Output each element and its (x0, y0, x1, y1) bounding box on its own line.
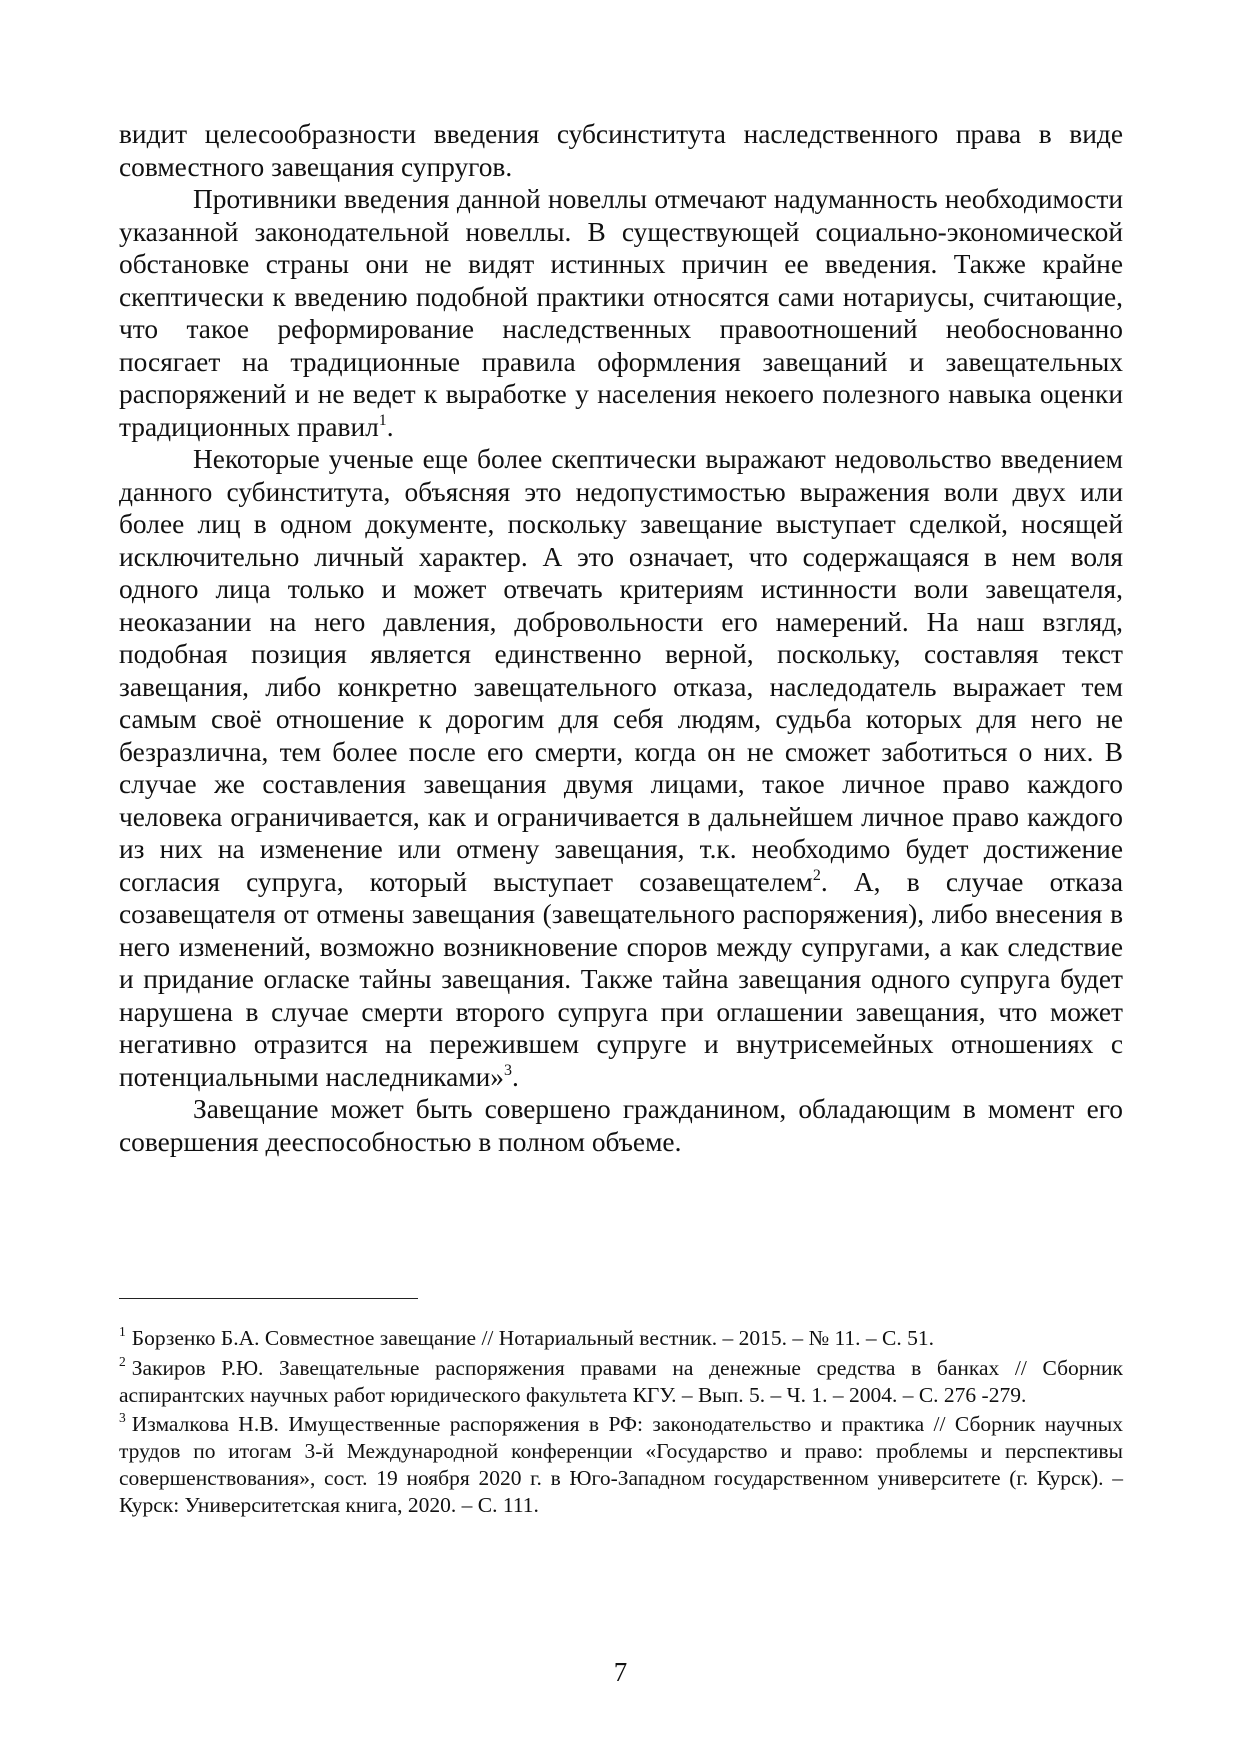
paragraph-scholars (119, 443, 1123, 1093)
main-text (119, 118, 1123, 1158)
footnote-3 (119, 1411, 1123, 1518)
page-number: 7 (613, 1657, 628, 1687)
paragraph-end-punctuation: . (386, 411, 394, 442)
footnote-mark: 2 (119, 1353, 126, 1369)
footnote-text: Измалкова Н.В. Имущественные распоряжения в РФ: законодательство и практика // Сборник научных трудов по итогам 3-й Международной конференции «Государство и право: проблемы и перспективы совершенствования», сост. 19 ноября 2020 г. в Юго-Западном государственном университете (г. Курск). – Курск: Университетская книга, 2020. – С. 111. (119, 1412, 1123, 1517)
paragraph-text-part-b: . А, в случае отказа созавещателя от отмены завещания (завещательного распоряжения), либо внесения в него изменений, возможно возникновение споров между супругами, а как следствие и придание огласке тайны завещания. Также тайна завещания одного супруга будет нарушена в случае смерти второго супруга при оглашении завещания, что может негативно отразится на пережившем супруге и внутрисемейных отношениях с потенциальными наследниками» (119, 866, 1123, 1092)
footnote-separator (119, 1298, 418, 1299)
paragraph-continued: видит целесообразности введения субсинститута наследственного права в виде совместного завещания супругов. (119, 119, 1123, 182)
footnote-mark: 1 (119, 1324, 126, 1339)
footnote-reference-2[interactable]: 2 (812, 866, 821, 884)
paragraph-capacity: Завещание может быть совершено гражданином, обладающим в момент его совершения дееспособностью в полном объеме. (119, 1094, 1123, 1157)
paragraph-text-part-a: Некоторые ученые еще более скептически выражают недовольство введением данного субинститута, объясняя это недопустимостью выражения воли двух или более лиц в одном документе, поскольку завещание выступает сделкой, носящей исключительно личный характер. А это означает, что содержащаяся в нем воля одного лица только и может отвечать критериям истинности воли завещателя, неоказании на него давления, добровольности его намерений. На наш взгляд, подобная позиция является единственно верной, поскольку, составляя текст завещания, либо конкретно завещательного отказа, наследодатель выражает тем самым своё отношение к дорогим для себя людям, судьба которых для него не безразлична, тем более после его смерти, когда он не сможет заботиться о них. В случае же составления завещания двумя лицами, такое личное право каждого человека ограничивается, как и ограничивается в дальнейшем личное право каждого из них на изменение или отмену завещания, т.к. необходимо будет достижение согласия супруга, который выступает созавещателем (119, 444, 1123, 897)
footnote-reference-3[interactable]: 3 (503, 1061, 512, 1079)
footnote-mark: 3 (119, 1410, 126, 1426)
paragraph-opponents (119, 183, 1123, 443)
footnote-text: Борзенко Б.А. Совместное завещание // Нотариальный вестник. – 2015. – № 11. – С. 51. (131, 1326, 934, 1350)
footnote-reference-1[interactable]: 1 (378, 411, 387, 429)
footnotes (119, 1325, 1123, 1522)
footnote-1 (119, 1325, 1123, 1352)
footnote-text: Закиров Р.Ю. Завещательные распоряжения правами на денежные средства в банках // Сборник аспирантских научных работ юридического факультета КГУ. – Вып. 5. – Ч. 1. – 2004. – С. 276 -279. (119, 1355, 1123, 1407)
paragraph-end-punctuation: . (511, 1061, 519, 1092)
paragraph-text: Противники введения данной новеллы отмечают надуманность необходимости указанной законодательной новеллы. В существующей социально-экономической обстановке страны они не видят истинных причин ее введения. Также крайне скептически к введению подобной практики относятся сами нотариусы, считающие, что такое реформирование наследственных правоотношений необоснованно посягает на традиционные правила оформления завещаний и завещательных распоряжений и не ведет к выработке у населения некоего полезного навыка оценки традиционных правил (119, 184, 1123, 442)
footnote-2 (119, 1355, 1123, 1409)
